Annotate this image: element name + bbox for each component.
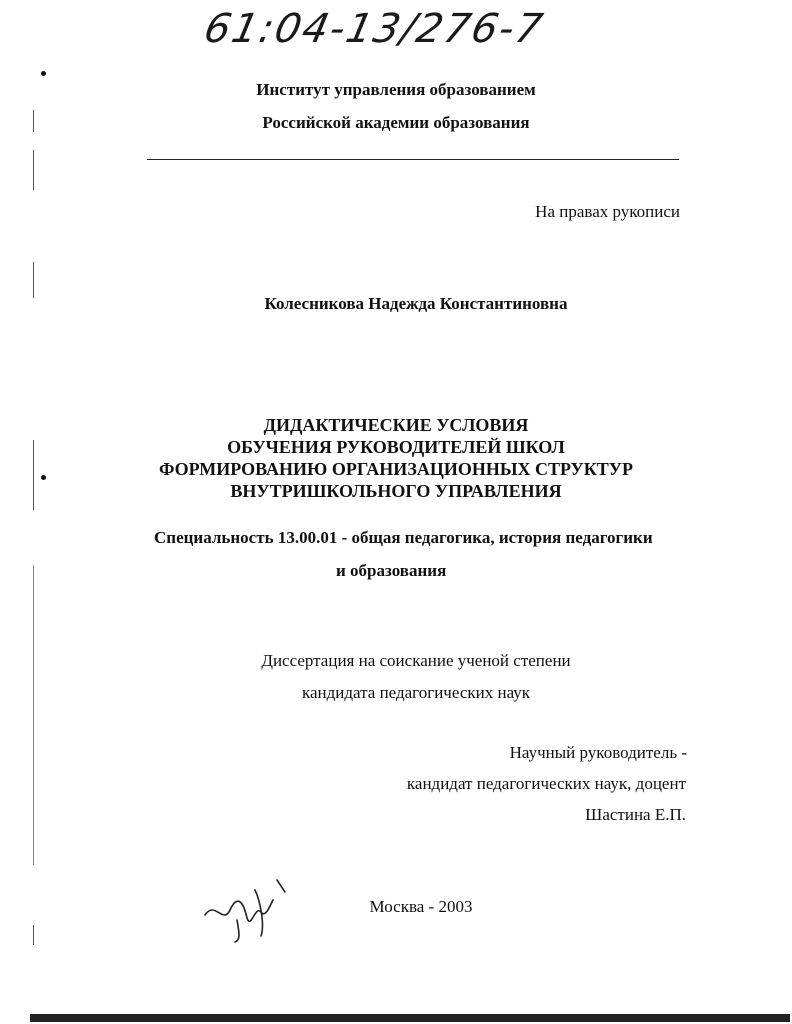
specialty-line-1: Специальность 13.00.01 - общая педагогика, история педагогики [154, 528, 653, 547]
margin-dot [41, 71, 46, 76]
header-divider [147, 159, 679, 160]
degree-line-1: Диссертация на соискание ученой степени [261, 651, 571, 670]
scan-bottom-edge [30, 1014, 790, 1022]
supervisor-name: Шастина Е.П. [585, 805, 686, 824]
institute-name: Институт управления образованием [256, 80, 536, 99]
supervisor-degree: кандидат педагогических наук, доцент [406, 774, 686, 793]
signature-scribble [195, 870, 295, 950]
author-name: Колесникова Надежда Константиновна [264, 294, 568, 313]
margin-dot [41, 475, 46, 480]
margin-scan-mark [33, 925, 34, 945]
degree-line-2: кандидата педагогических наук [301, 683, 531, 702]
supervisor-label: Научный руководитель - [509, 743, 687, 762]
margin-scan-mark [33, 565, 34, 865]
manuscript-rights: На правах рукописи [535, 202, 680, 221]
specialty-line-2: и образования [336, 561, 447, 580]
city-year: Москва - 2003 [369, 897, 473, 916]
margin-scan-mark [33, 262, 34, 298]
margin-scan-mark [33, 150, 34, 190]
title-line: ОБУЧЕНИЯ РУКОВОДИТЕЛЕЙ ШКОЛ [227, 437, 565, 457]
archive-number-handwritten: 61:04-13/276-7 [200, 6, 549, 52]
margin-scan-mark [33, 110, 34, 132]
margin-scan-mark [33, 440, 34, 510]
title-line: ДИДАКТИЧЕСКИЕ УСЛОВИЯ [263, 415, 529, 435]
title-line: ВНУТРИШКОЛЬНОГО УПРАВЛЕНИЯ [230, 481, 562, 501]
title-line: ФОРМИРОВАНИЮ ОРГАНИЗАЦИОННЫХ СТРУКТУР [158, 459, 634, 479]
academy-name: Российской академии образования [262, 113, 530, 132]
dissertation-title [0, 414, 792, 502]
